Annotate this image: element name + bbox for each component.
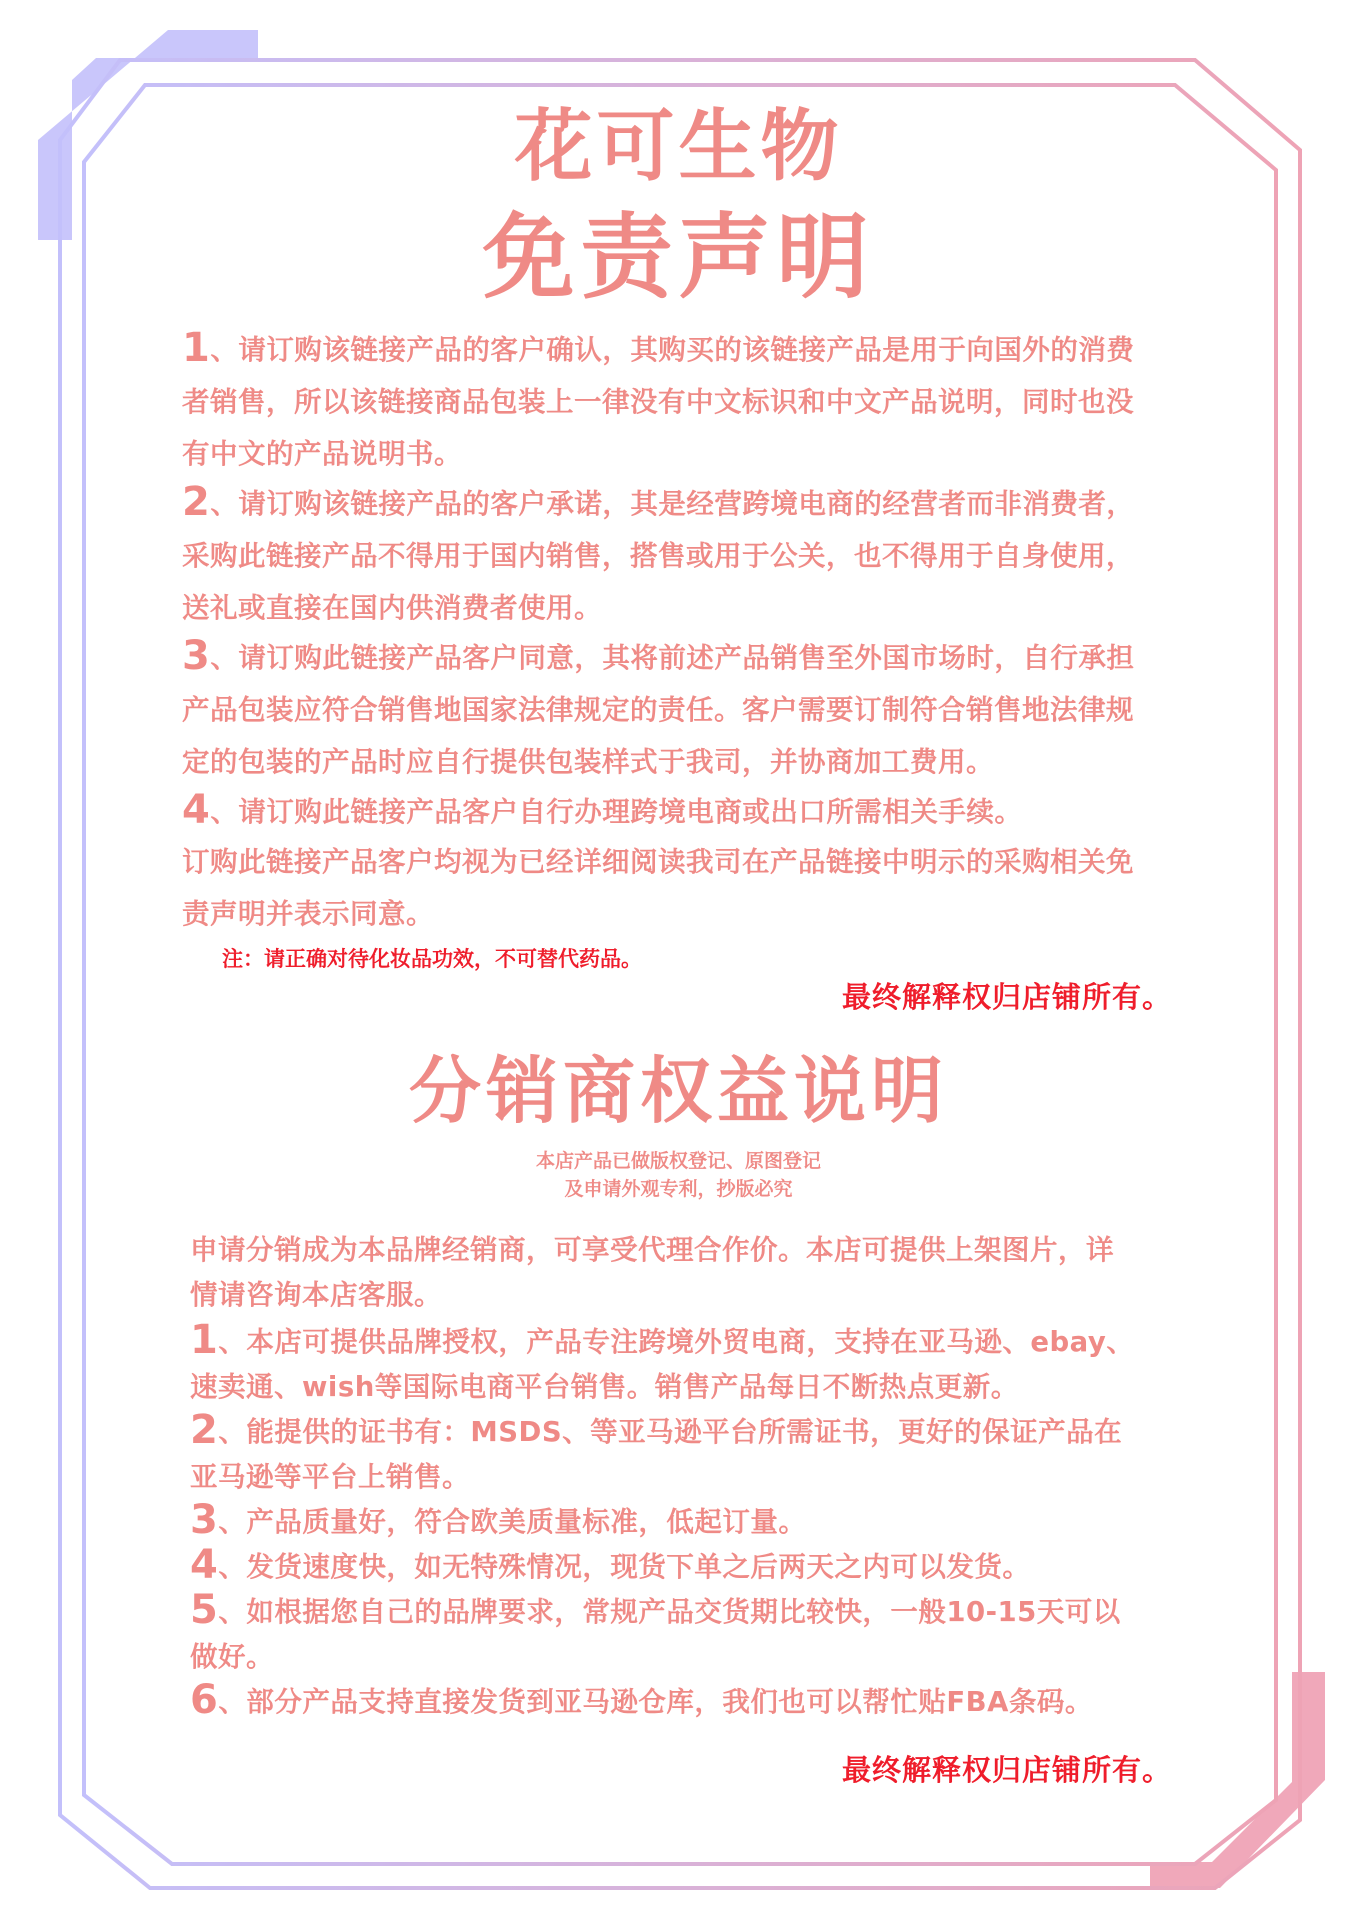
distributor-item-5 <box>190 1588 1190 1680</box>
item-line: 亚马逊等平台上销售。 <box>190 1461 470 1493</box>
distributor-title: 分销商权益说明 <box>408 1049 948 1133</box>
item-number: 1 <box>182 325 211 371</box>
item-line: 定的包装的产品时应自行提供包装样式于我司，并协商加工费用。 <box>182 746 994 778</box>
copyright-note-line-2: 及申请外观专利，抄版必究 <box>564 1178 793 1200</box>
disclaimer-item-4 <box>182 784 1182 838</box>
brand-title: 花可生物 <box>514 102 843 192</box>
disclaimer-item-1 <box>182 322 1182 480</box>
distributor-item-3 <box>190 1498 1190 1545</box>
item-number: 6 <box>190 1677 219 1723</box>
disclaimer-title: 免责声明 <box>482 204 875 311</box>
item-line: 、发货速度快，如无特殊情况，现货下单之后两天之内可以发货。 <box>218 1551 1031 1583</box>
item-number: 3 <box>182 633 211 679</box>
intro-line: 申请分销成为本品牌经销商，可享受代理合作价。本店可提供上架图片，详 <box>190 1234 1114 1266</box>
item-line: 有中文的产品说明书。 <box>182 438 462 470</box>
closing-line: 责声明并表示同意。 <box>182 898 434 930</box>
item-line: 速卖通、wish等国际电商平台销售。销售产品每日不断热点更新。 <box>190 1371 1019 1403</box>
item-number: 3 <box>190 1497 219 1543</box>
item-line: 送礼或直接在国内供消费者使用。 <box>182 592 602 624</box>
cosmetics-note: 注：请正确对待化妆品功效，不可替代药品。 <box>222 947 642 971</box>
item-line: 做好。 <box>190 1641 274 1673</box>
item-number: 1 <box>190 1317 219 1363</box>
disclaimer-closing <box>182 836 1182 940</box>
item-line: 、本店可提供品牌授权，产品专注跨境外贸电商，支持在亚马逊、ebay、 <box>218 1326 1135 1358</box>
distributor-item-2 <box>190 1408 1190 1500</box>
item-line: 、请订购此链接产品客户同意，其将前述产品销售至外国市场时，自行承担 <box>210 642 1135 674</box>
closing-line: 订购此链接产品客户均视为已经详细阅读我司在产品链接中明示的采购相关免 <box>182 846 1134 878</box>
distributor-item-6 <box>190 1678 1190 1725</box>
item-line: 、部分产品支持直接发货到亚马逊仓库，我们也可以帮忙贴FBA条码。 <box>218 1686 1093 1718</box>
copyright-note-line-1: 本店产品已做版权登记、原图登记 <box>535 1150 821 1172</box>
final-interpretation-1: 最终解释权归店铺所有。 <box>841 980 1172 1014</box>
distributor-intro <box>190 1228 1190 1318</box>
distributor-item-4 <box>190 1543 1190 1590</box>
item-number: 4 <box>182 787 211 833</box>
item-line: 、产品质量好，符合欧美质量标准，低起订量。 <box>218 1506 807 1538</box>
item-line: 、请订购此链接产品客户自行办理跨境电商或出口所需相关手续。 <box>210 796 1023 828</box>
item-line: 者销售，所以该链接商品包装上一律没有中文标识和中文产品说明，同时也没 <box>182 386 1134 418</box>
item-line: 、如根据您自己的品牌要求，常规产品交货期比较快，一般10-15天可以 <box>218 1596 1121 1628</box>
final-interpretation-2: 最终解释权归店铺所有。 <box>841 1753 1172 1787</box>
item-number: 2 <box>182 479 211 525</box>
disclaimer-item-2 <box>182 476 1182 634</box>
item-line: 产品包装应符合销售地国家法律规定的责任。客户需要订制符合销售地法律规 <box>182 694 1134 726</box>
item-line: 、能提供的证书有：MSDS、等亚马逊平台所需证书，更好的保证产品在 <box>218 1416 1123 1448</box>
distributor-item-1 <box>190 1318 1190 1410</box>
intro-line: 情请咨询本店客服。 <box>190 1279 442 1311</box>
item-line: 、请订购该链接产品的客户承诺，其是经营跨境电商的经营者而非消费者， <box>210 488 1135 520</box>
disclaimer-item-3 <box>182 630 1182 788</box>
item-number: 5 <box>190 1587 219 1633</box>
item-number: 2 <box>190 1407 219 1453</box>
item-number: 4 <box>190 1542 219 1588</box>
item-line: 采购此链接产品不得用于国内销售，搭售或用于公关，也不得用于自身使用， <box>182 540 1134 572</box>
item-line: 、请订购该链接产品的客户确认，其购买的该链接产品是用于向国外的消费 <box>210 334 1135 366</box>
